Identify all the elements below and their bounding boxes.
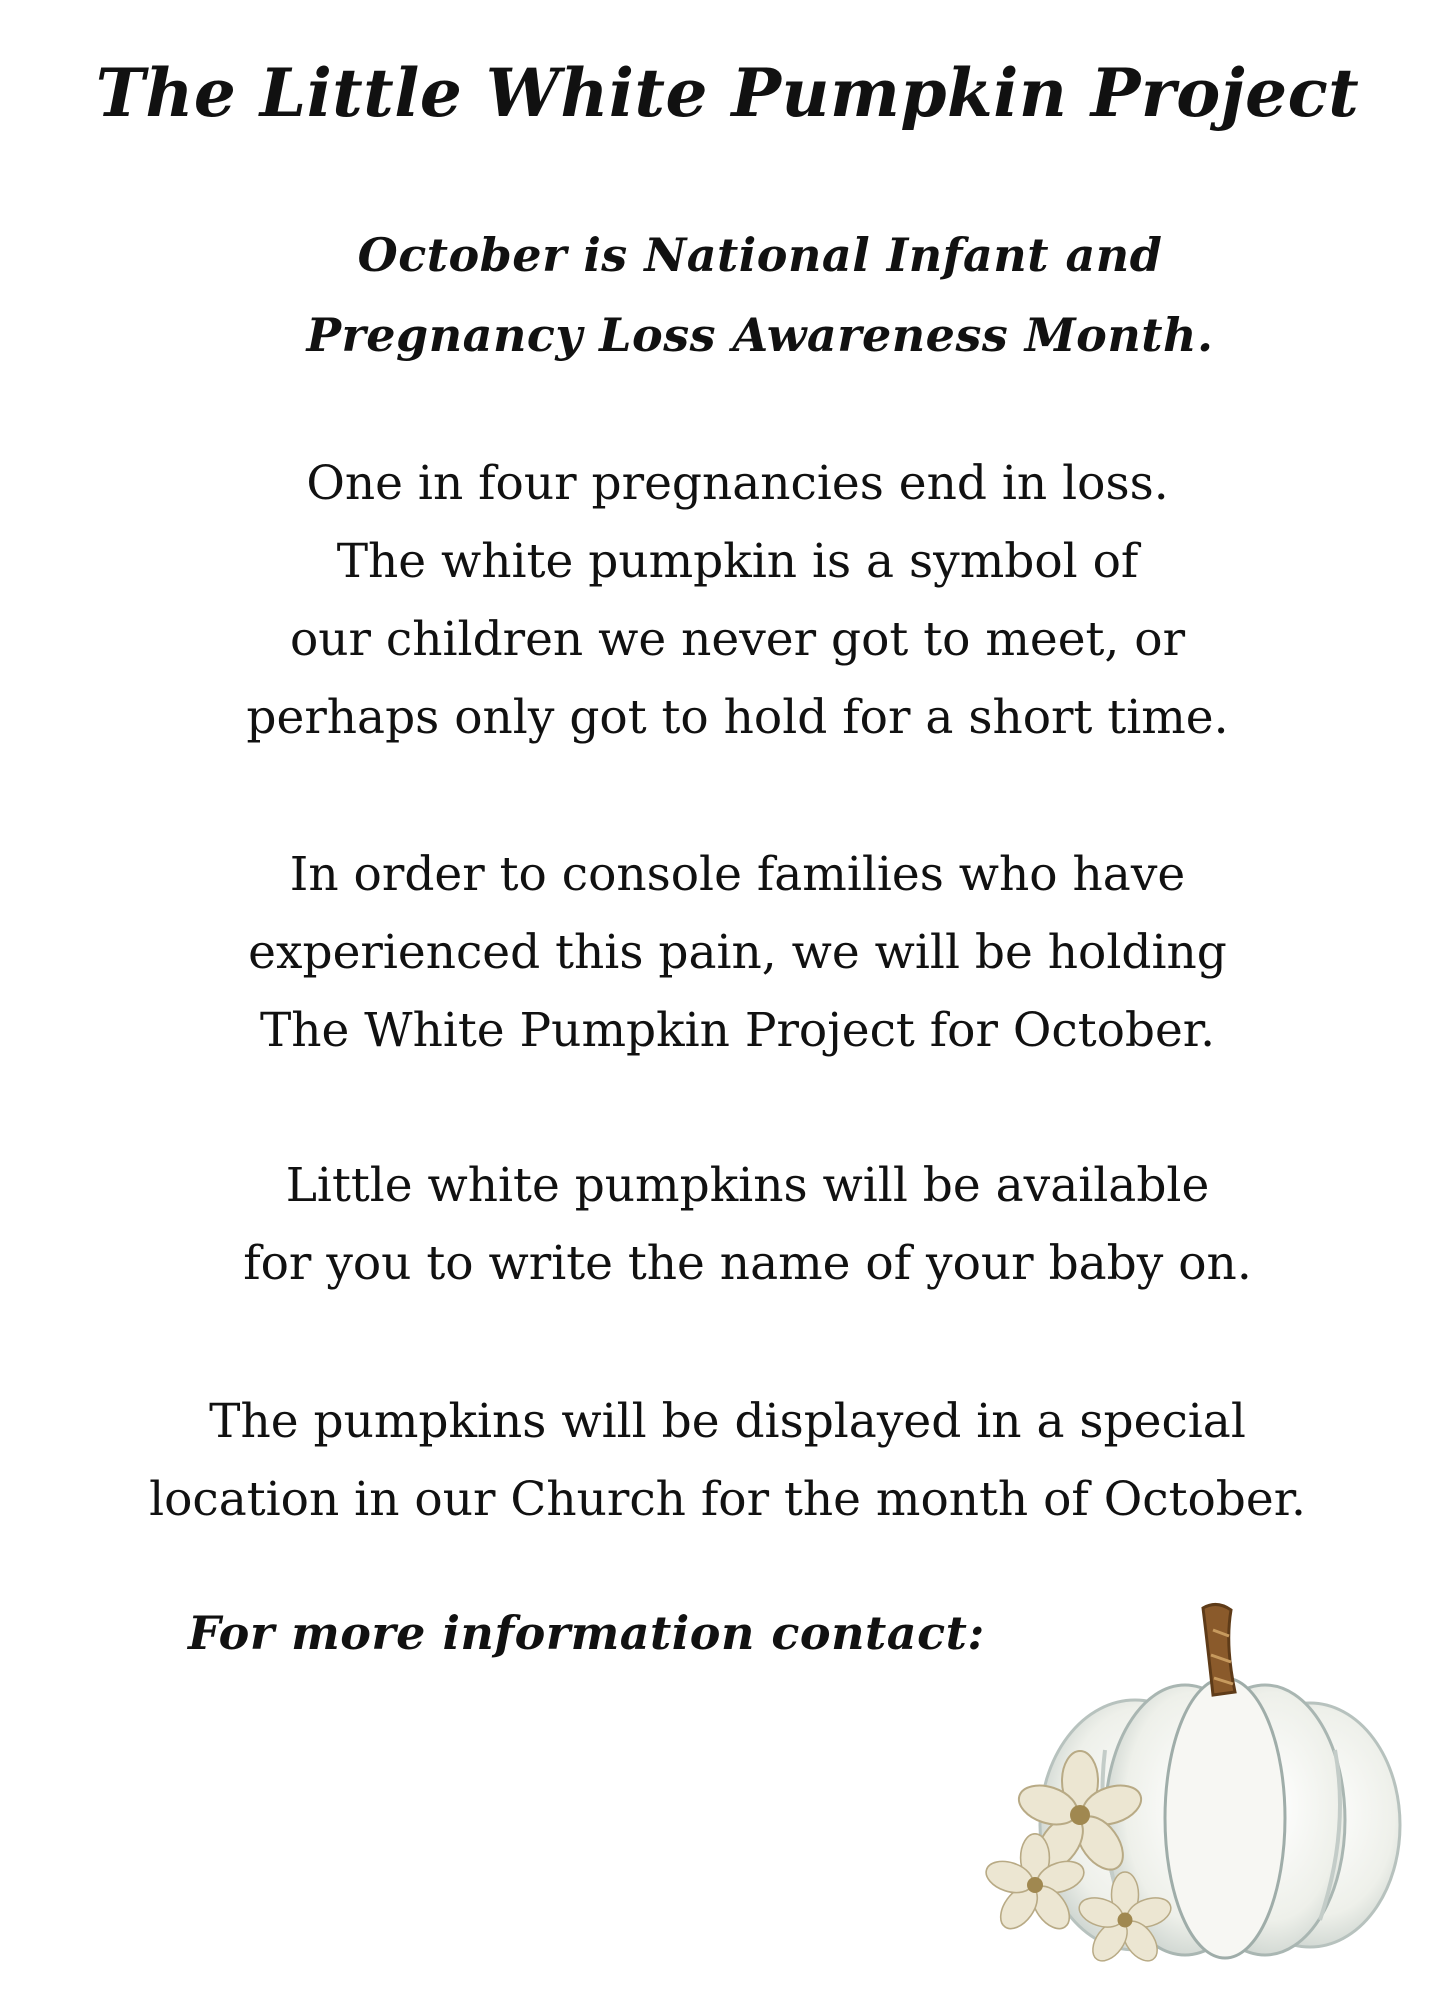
page-title: The Little White Pumpkin Project xyxy=(95,54,1360,132)
pumpkin-stem xyxy=(1203,1604,1235,1695)
subtitle-line: October is National Infant and xyxy=(357,228,1163,282)
white-pumpkin-with-flowers-icon xyxy=(985,1600,1405,1995)
paragraph-line: experienced this pain, we will be holding xyxy=(248,925,1227,980)
paragraph-display xyxy=(0,1383,1455,1539)
paragraph-line: One in four pregnancies end in loss. xyxy=(306,456,1169,511)
paragraph-line: for you to write the name of your baby on. xyxy=(243,1236,1252,1291)
subtitle-line: Pregnancy Loss Awareness Month. xyxy=(306,308,1214,362)
paragraph-line: The pumpkins will be displayed in a special xyxy=(209,1394,1246,1449)
awareness-subtitle xyxy=(0,215,1455,375)
paragraph-line: Little white pumpkins will be available xyxy=(285,1158,1210,1213)
paragraph-line: The White Pumpkin Project for October. xyxy=(259,1003,1216,1058)
paragraph-availability xyxy=(20,1147,1455,1303)
paragraph-line: location in our Church for the month of October. xyxy=(149,1472,1306,1527)
paragraph-purpose xyxy=(10,836,1455,1070)
paragraph-line: The white pumpkin is a symbol of xyxy=(336,534,1139,589)
contact-label: For more information contact: xyxy=(188,1606,985,1660)
paragraph-line: perhaps only got to hold for a short time. xyxy=(246,690,1229,745)
paragraph-line: In order to console families who have xyxy=(289,847,1186,902)
paragraph-statistic xyxy=(10,445,1455,757)
paragraph-line: our children we never got to meet, or xyxy=(289,612,1186,667)
